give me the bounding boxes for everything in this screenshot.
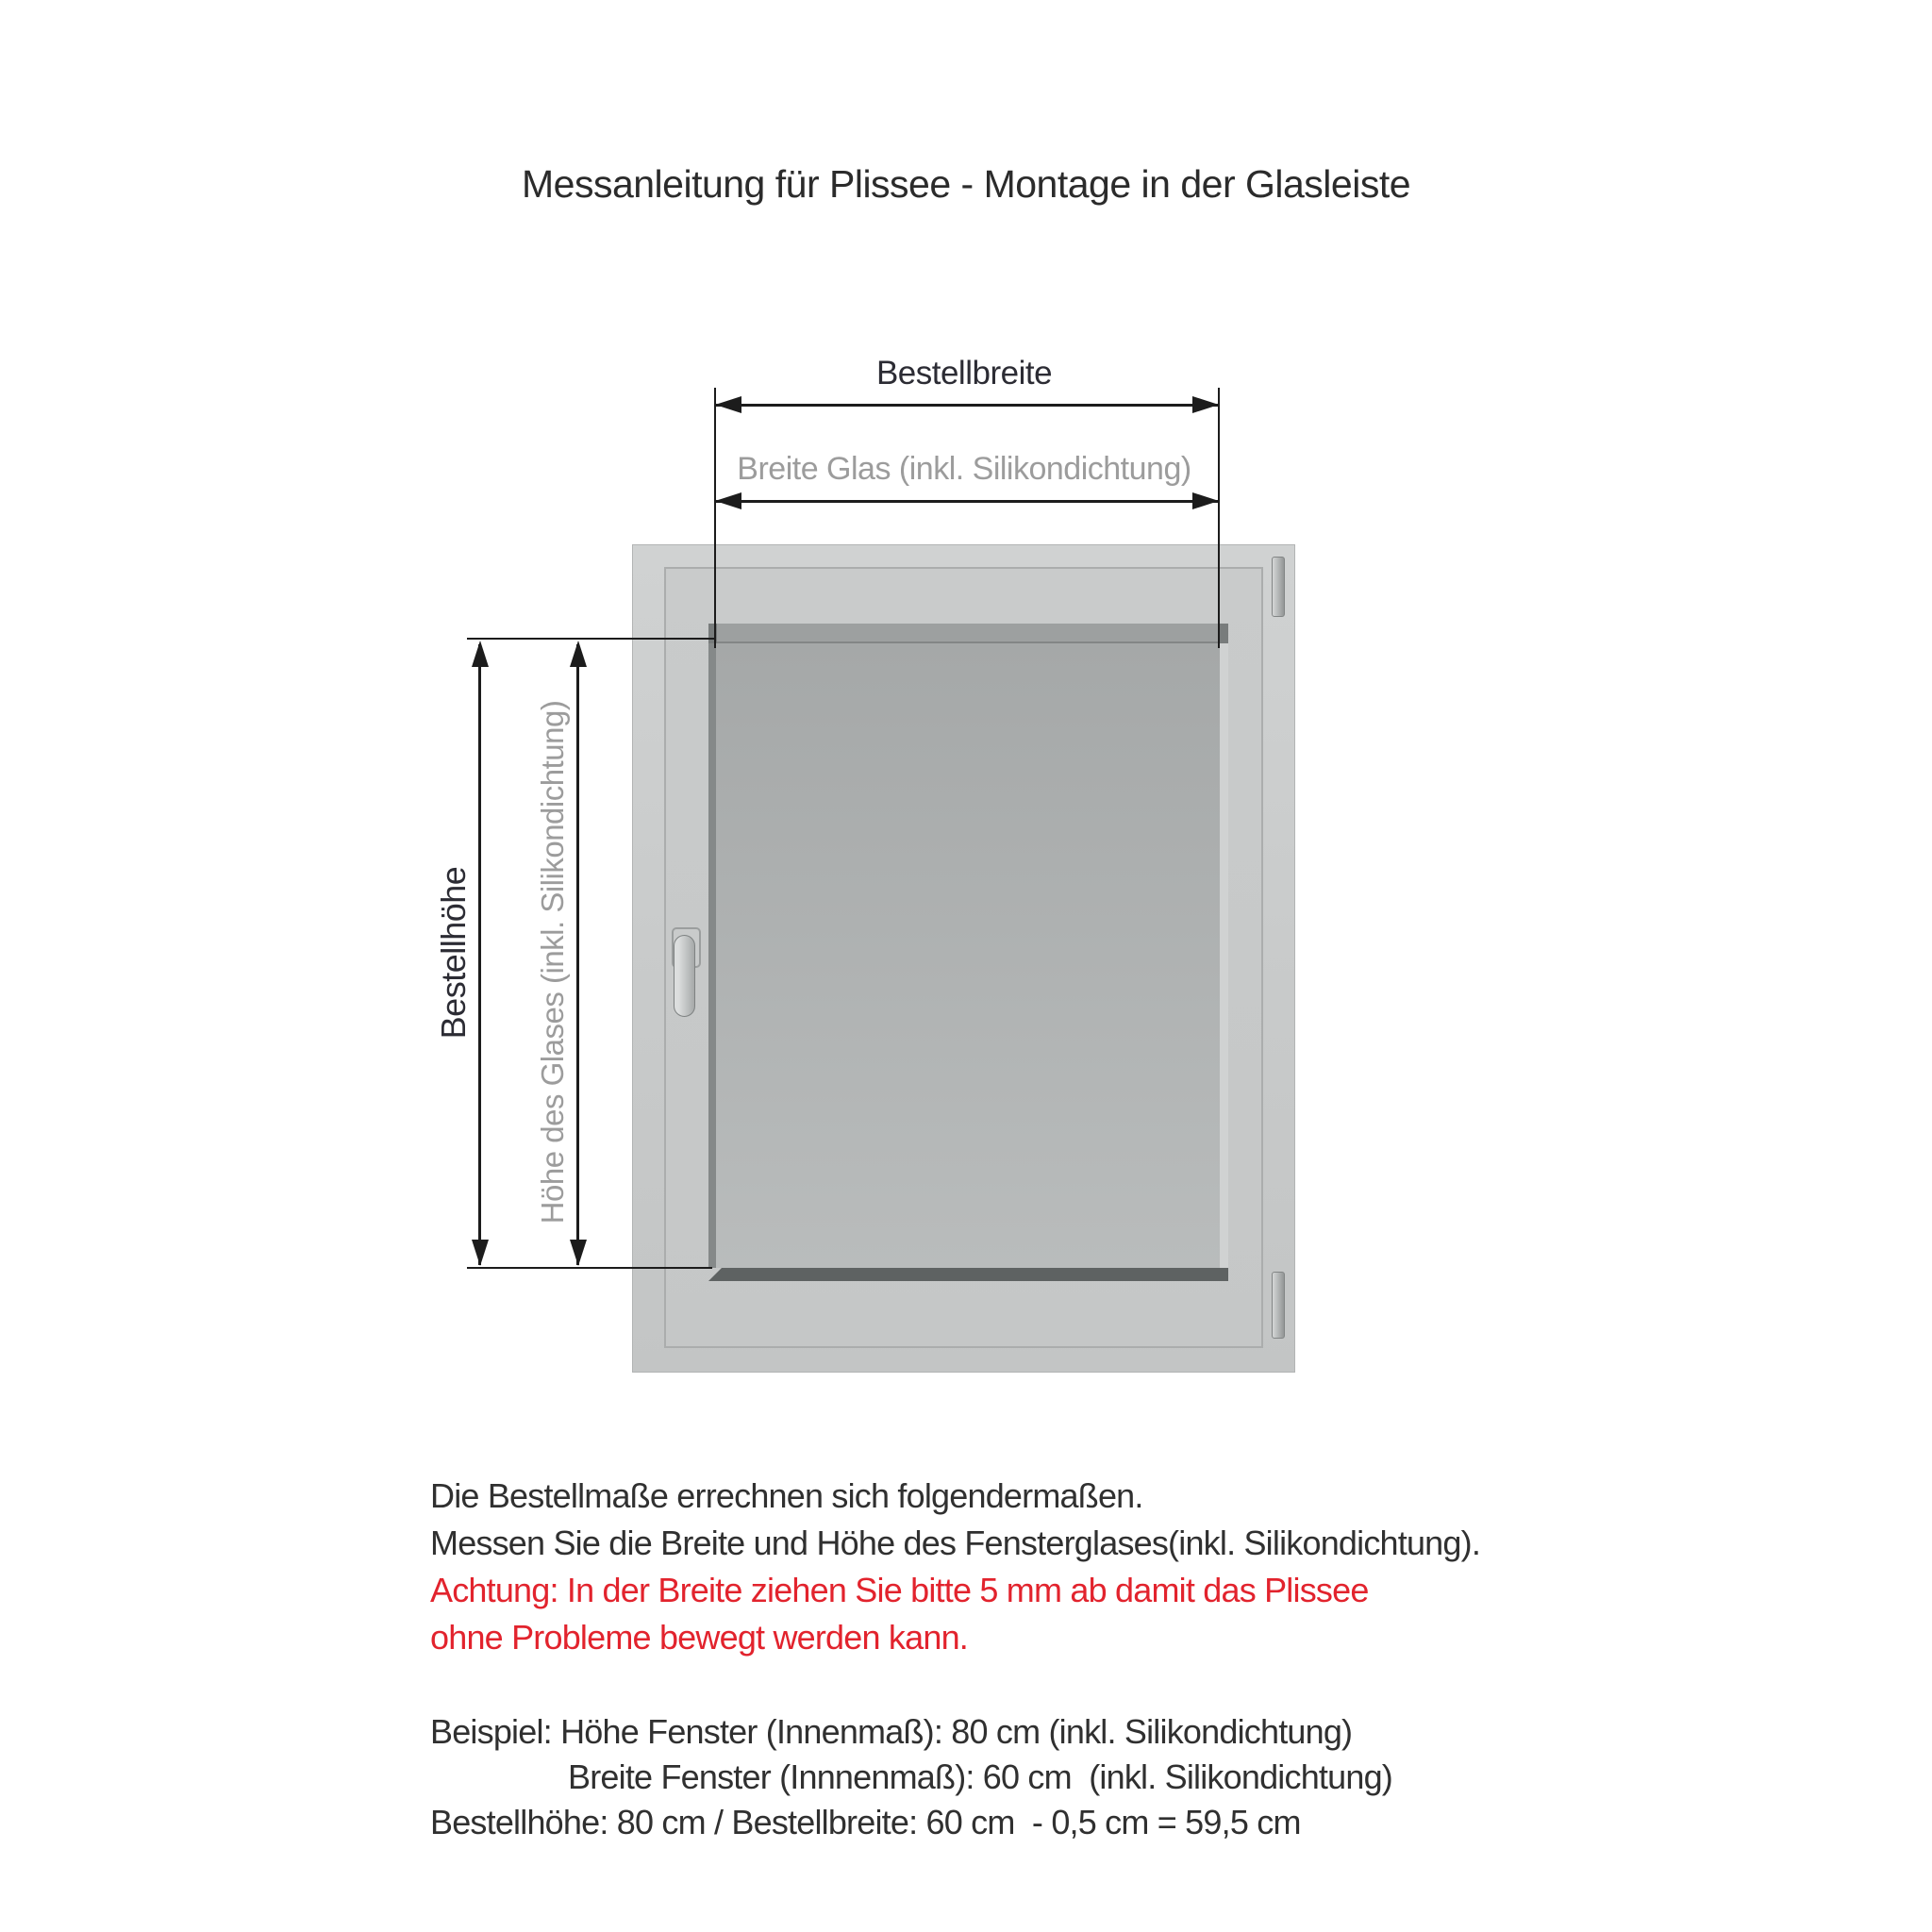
order-width-arrowhead-left-icon: [715, 396, 741, 413]
example-line-1: Beispiel: Höhe Fenster (Innenmaß): 80 cm (inkl. Silikondichtung): [430, 1712, 1353, 1751]
window-illustration: [632, 544, 1295, 1373]
order-height-arrowhead-down-icon: [472, 1240, 489, 1266]
width-extension-line-left: [714, 388, 716, 648]
glass-top-seal: [708, 624, 1228, 643]
glazing-bead-bottom: [708, 1268, 1228, 1281]
glass-seal-notch-right: [1220, 624, 1228, 643]
window-hinge-bottom: [1272, 1272, 1285, 1339]
width-extension-line-right: [1218, 388, 1220, 648]
order-width-label: Bestellbreite: [875, 355, 1053, 391]
glass-height-arrowhead-up-icon: [570, 641, 587, 667]
glass-height-label: Höhe des Glases (inkl. Silikondichtung): [535, 700, 570, 1224]
instructions-block: [430, 1473, 1845, 1661]
order-width-arrowhead-right-icon: [1192, 396, 1219, 413]
warning-line-2: ohne Probleme bewegt werden kann.: [430, 1618, 968, 1657]
warning-line-1: Achtung: In der Breite ziehen Sie bitte 5 mm ab damit das Plissee: [430, 1571, 1369, 1609]
order-height-label: Bestellhöhe: [434, 866, 473, 1040]
instruction-line-1: Die Bestellmaße errechnen sich folgendermaßen.: [430, 1476, 1143, 1515]
glass-width-arrowhead-right-icon: [1192, 492, 1219, 509]
order-width-arrow-line: [715, 404, 1219, 407]
window-hinge-top: [1272, 557, 1285, 617]
glass-width-arrow-line: [715, 500, 1219, 503]
height-extension-line-top: [467, 638, 715, 640]
glass-height-arrow-line: [576, 644, 579, 1265]
page-title: Messanleitung für Plissee - Montage in der Glasleiste: [521, 162, 1411, 206]
order-height-arrowhead-up-icon: [472, 641, 489, 667]
glazing-bead-left: [708, 643, 716, 1268]
instruction-line-2: Messen Sie die Breite und Höhe des Fensterglases(inkl. Silikondichtung).: [430, 1524, 1481, 1562]
glazing-bead-right: [1220, 643, 1228, 1268]
glass-height-arrowhead-down-icon: [570, 1240, 587, 1266]
glass-pane: [716, 643, 1220, 1268]
example-line-3: Bestellhöhe: 80 cm / Bestellbreite: 60 cm - 0,5 cm = 59,5 cm: [430, 1803, 1301, 1841]
window-handle-lever: [674, 935, 695, 1017]
glass-width-arrowhead-left-icon: [715, 492, 741, 509]
example-line-2: Breite Fenster (Innnenmaß): 60 cm (inkl. Silikondichtung): [568, 1757, 1392, 1796]
order-height-arrow-line: [478, 644, 481, 1265]
glass-width-label: Breite Glas (inkl. Silikondichtung): [737, 451, 1191, 487]
example-block: [430, 1709, 1845, 1845]
height-extension-line-bottom: [467, 1267, 712, 1269]
